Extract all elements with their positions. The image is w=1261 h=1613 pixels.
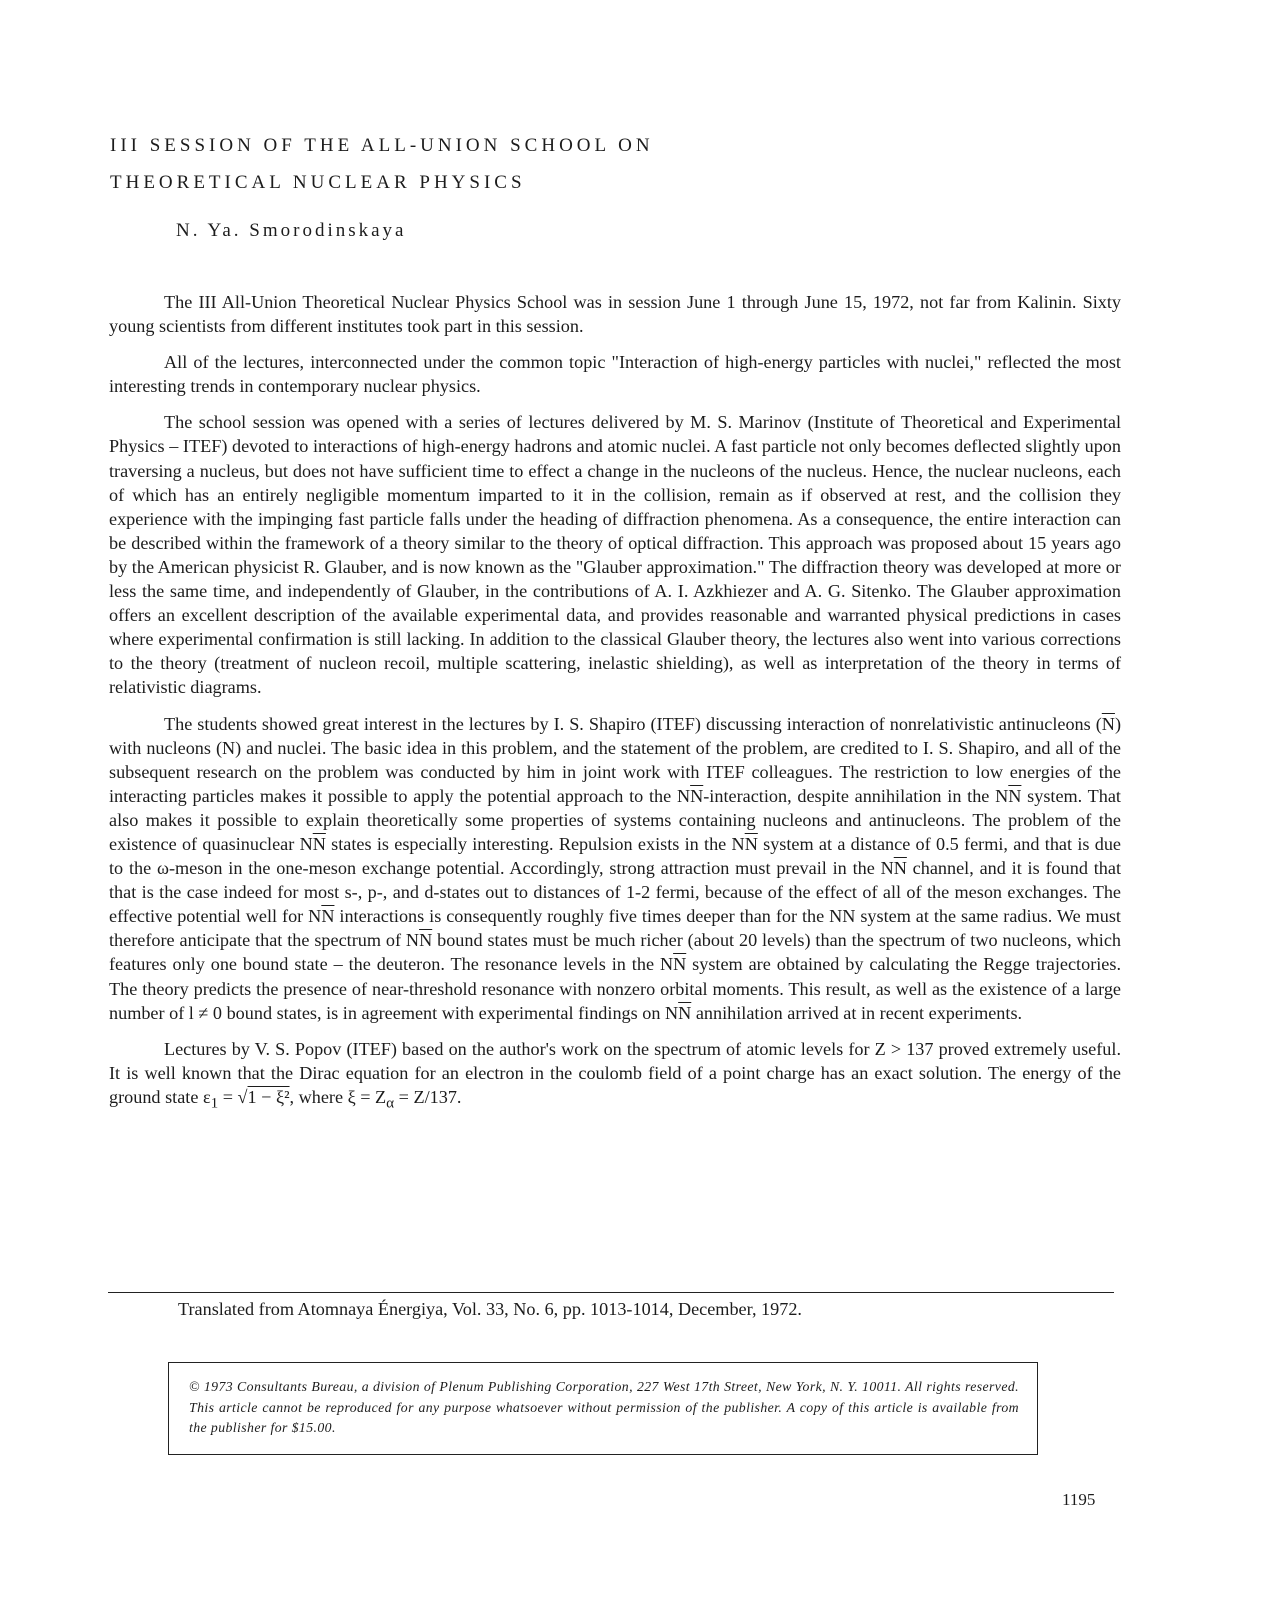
antinucleon-symbol: $\overline{N}$ [690, 785, 704, 806]
paragraph-4: The students showed great interest in the lectures by I. S. Shapiro (ITEF) discussing interaction of nonrelativistic antinucleons $(\overline{N})$ with nucleons (N) and nuclei. The basic idea in this problem, and the statement of the problem, are credited to I. S. Shapiro, and all of the subsequent research on the problem was conducted by him in joint work with ITEF colleagues. The restriction to low energies of the interacting particles makes it possible to apply the potential approach to the $N\overline{N}$-interaction, despite annihilation in the $N\overline{N}$ system. That also makes it possible to explain theoretically some properties of systems containing nucleons and antinucleons. The problem of the existence of quasinuclear $N\overline{N}$ states is especially interesting. Repulsion exists in the $N\overline{N}$ system at a distance of 0.5 fermi, and that is due to the ω-meson in the one-meson exchange potential. Accordingly, strong attraction must prevail in the $N\overline{N}$ channel, and it is found that that is the case indeed for most s-, p-, and d-states out to distances of 1-2 fermi, because of the effect of all of the meson exchanges. The effective potential well for $N\overline{N}$ interactions is consequently roughly five times deeper than for the NN system at the same radius. We must therefore anticipate that the spectrum of $N\overline{N}$ bound states must be much richer (about 20 levels) than the spectrum of two nucleons, which features only one bound state – the deuteron. The resonance levels in the $N\overline{N}$ system are obtained by calculating the Regge trajectories. The theory predicts the presence of near-threshold resonance with nonzero orbital moments. This result, as well as the existence of a large number of l ≠ 0 bound states, is in agreement with experimental findings on $N\overline{N}$ annihilation arrived at in recent experiments. [109, 713, 1122, 1023]
article-title-line-2: THEORETICAL NUCLEAR PHYSICS [110, 172, 526, 193]
antinucleon-symbol: $\overline{N}$ [419, 930, 433, 951]
antinucleon-symbol: $\overline{N}$ [1008, 785, 1022, 806]
paragraph-3: The school session was opened with a series of lectures delivered by M. S. Marinov (Institute of Theoretical and Experimental Physics – ITEF) devoted to interactions of high-energy hadrons and atomic nuclei. A fast particle not only becomes deflected slightly upon traversing a nucleus, but does not have sufficient time to effect a change in the nucleons of the nucleus. Hence, the nuclear nucleons, each of which has an entirely negligible momentum imparted to it in the collision, remain as if observed at rest, and the collision they experience with the impinging fast particle falls under the heading of diffraction phenomena. As a consequence, the entire interaction can be described within the framework of a theory similar to the theory of optical diffraction. This approach was proposed about 15 years ago by the American physicist R. Glauber, and is now known as the "Glauber approximation." The diffraction theory was developed at more or less the same time, and independently of Glauber, in the contributions of A. I. Azkhiezer and A. G. Sitenko. The Glauber approximation offers an excellent description of the available experimental data, and provides reasonable and warranted physical predictions in cases where experimental confirmation is still lacking. In addition to the classical Glauber theory, the lectures also went into various corrections to the theory (treatment of nucleon recoil, multiple scattering, inelastic shielding), as well as interpretation of the theory in terms of relativistic diagrams. [109, 412, 1121, 698]
page-number: 1195 [1062, 1490, 1096, 1509]
antinucleon-symbol: $\overline{N}$ [744, 833, 758, 854]
article-title-line-1: III SESSION OF THE ALL-UNION SCHOOL ON [110, 135, 654, 156]
antinucleon-symbol: $\overline{N}$ [321, 906, 335, 927]
antinucleon-symbol: $\overline{N}$ [1101, 713, 1115, 734]
footnote-divider [108, 1292, 1114, 1293]
paragraph-2: All of the lectures, interconnected under the common topic "Interaction of high-energy particles with nuclei," reflected the most interesting trends in contemporary nuclear physics. [109, 352, 1121, 397]
antinucleon-symbol: $\overline{N}$ [673, 954, 687, 975]
square-root-argument: 1 − ξ² [247, 1086, 290, 1107]
antinucleon-symbol: $\overline{N}$ [312, 833, 326, 854]
paragraph-5: Lectures by V. S. Popov (ITEF) based on the author's work on the spectrum of atomic levels for Z > 137 proved extremely useful. It is well known that the Dirac equation for an electron in the coulomb field of a point charge has an exact solution. The energy of the ground state $\varepsilon_1 = √1 - \xi^2$, where $\xi = Z_\alpha = Z/137$. [109, 1038, 1121, 1112]
translation-source-note: Translated from Atomnaya Énergiya, Vol. 33, No. 6, pp. 1013-1014, December, 1972. [178, 1299, 802, 1319]
copyright-box [168, 1362, 1038, 1455]
paragraph-1: The III All-Union Theoretical Nuclear Physics School was in session June 1 through June 15, 1972, not far from Kalinin. Sixty young scientists from different institutes took part in this session. [109, 292, 1121, 337]
antinucleon-symbol: $\overline{N}$ [893, 858, 907, 879]
copyright-text: © 1973 Consultants Bureau, a division of Plenum Publishing Corporation, 227 West 17th Street, New York, N. Y. 10011. All rights reserved. This article cannot be reproduced for any purpose whatsoever without permission of the publisher. A copy of this article is available from the publisher for $15.00. [189, 1379, 1019, 1435]
author-name: N. Ya. Smorodinskaya [176, 220, 407, 241]
antinucleon-symbol: $\overline{N}$ [678, 1002, 692, 1023]
article-body [109, 290, 1121, 1128]
